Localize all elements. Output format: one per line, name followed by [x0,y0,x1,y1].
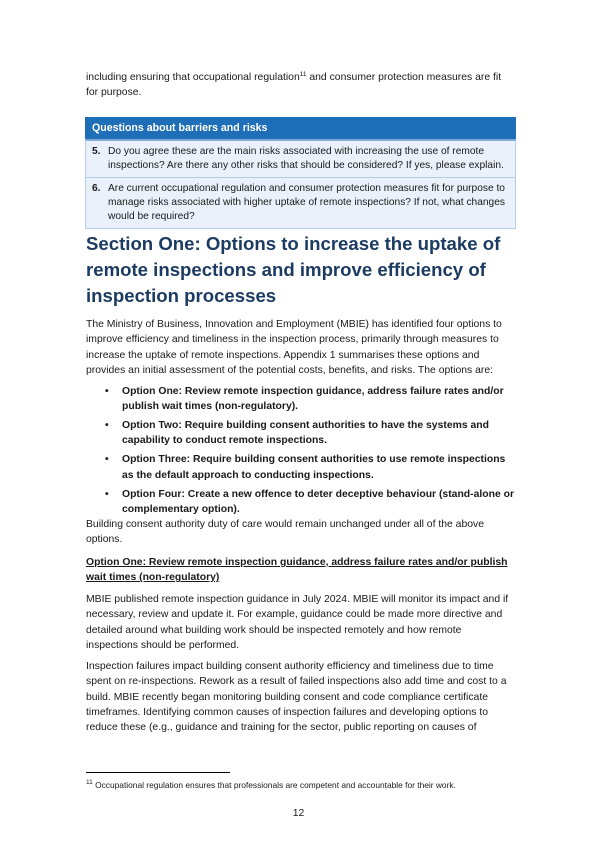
duty-paragraph: Building consent authority duty of care would remain unchanged under all of the above options. [86,519,484,546]
intro-paragraph [86,70,514,101]
question-item [85,178,516,229]
question-text: Do you agree these are the main risks associated with increasing the use of remote inspections? Are there any other risks that should be considered? If yes, please explain. [108,146,504,171]
list-item [86,452,516,483]
bullet-icon: • [105,420,109,432]
question-item [85,139,516,178]
bullet-icon: • [105,454,109,466]
questions-box [85,117,516,229]
question-text: Are current occupational regulation and consumer protection measures fit for purpose to manage risks associated with higher uptake of remote inspections? If not, what changes would be required? [108,183,505,222]
option-text: Option Three: Require building consent authorities to use remote inspections as the default approach to conducting inspections. [122,454,506,481]
guidance-paragraph: MBIE published remote inspection guidance in July 2024. MBIE will monitor its impact and if necessary, review and update it. For example, guidance could be made more directive and detailed around what building work should be inspected remotely and how remote inspections should be performed. [86,594,509,651]
failures-paragraph: Inspection failures impact building consent authority efficiency and timeliness due to time spent on re-inspections. Rework as a result of failed inspections also add time and cost to a build. MBIE recently began monitoring building consent and code compliance certificate timeframes. Identifying common causes of inspection failures and developing options to reduce these (e.g., guidance and training for the sector, public reporting on causes of [86,661,507,734]
bullet-icon: • [105,386,109,397]
option-text: Option Two: Require building consent authorities to have the systems and capability to conduct remote inspections. [122,420,489,447]
list-item [86,384,516,415]
option-text: Option Four: Create a new offence to deter deceptive behaviour (stand-alone or complementary option). [122,488,515,515]
questions-box-heading: Questions about barriers and risks [85,117,516,139]
list-item [86,487,516,518]
footnote-number: 11 [86,779,93,786]
options-list [86,384,516,521]
footnote-text: Occupational regulation ensures that professionals are competent and accountable for their work. [92,780,456,790]
mbie-paragraph: The Ministry of Business, Innovation and Employment (MBIE) has identified four options to improve efficiency and timeliness in the inspection process, primarily through measures to increase the uptake of remote inspections. Appendix 1 summarises these options and provides an initial assessment of the potential costs, benefits, and risks. The options are: [86,319,502,376]
question-number: 6. [92,183,101,194]
footnote [86,779,526,791]
intro-text: including ensuring that occupational regulation [86,72,300,83]
footnote-divider [86,772,230,773]
intro-text-continued: and consumer protection measures are fit for purpose. [86,72,502,99]
section-heading: Section One: Options to increase the uptake of remote inspections and improve efficiency of inspection processes [86,233,501,306]
list-item [86,418,516,449]
option-text: Option One: Review remote inspection guidance, address failure rates and/or publish wait times (non-regulatory). [122,386,504,413]
bullet-icon: • [105,488,109,500]
footnote-reference: 11 [299,71,307,78]
question-number: 5. [92,146,101,157]
page-number: 12 [292,808,305,819]
option-one-heading: Option One: Review remote inspection guidance, address failure rates and/or publish wait times (non-regulatory) [86,557,508,584]
